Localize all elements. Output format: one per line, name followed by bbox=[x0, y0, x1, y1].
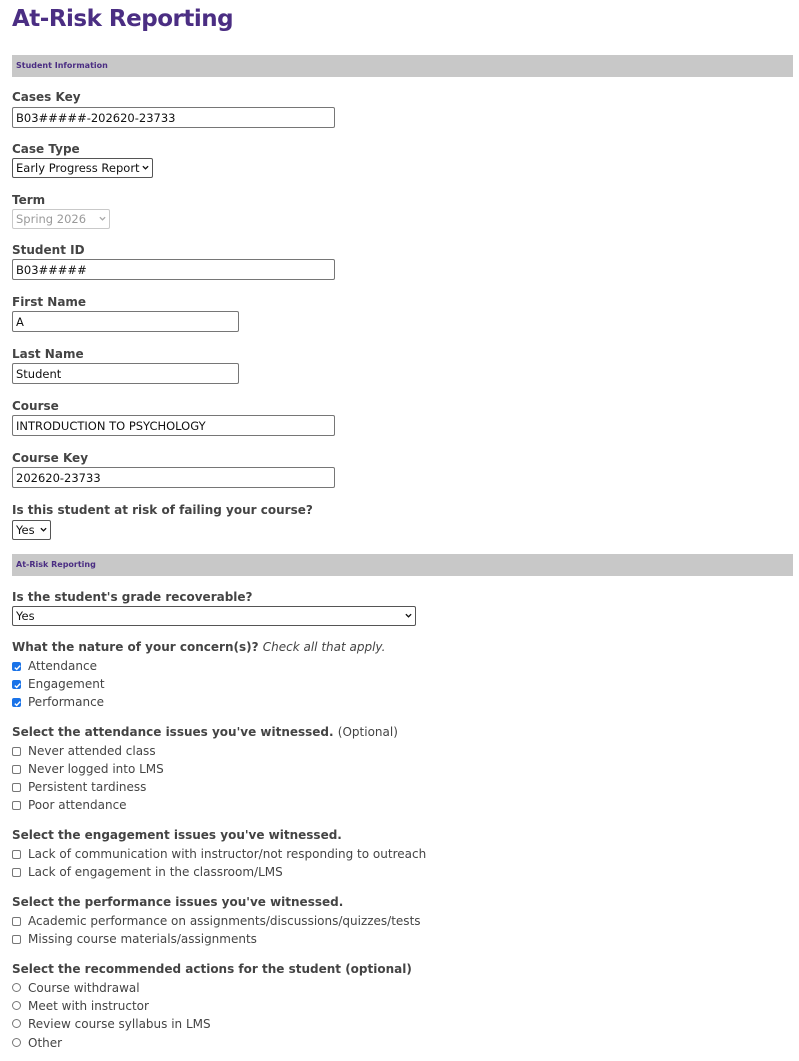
radio-label: Review course syllabus in LMS bbox=[28, 1017, 211, 1031]
chevron-down-icon bbox=[142, 164, 149, 171]
checkbox-label: Never attended class bbox=[28, 744, 156, 758]
at-risk-select[interactable] bbox=[12, 520, 51, 540]
student-id-label: Student ID bbox=[12, 243, 85, 257]
checkbox-checked-icon bbox=[12, 698, 21, 707]
concerns-label bbox=[12, 640, 385, 654]
radio-label: Course withdrawal bbox=[28, 981, 140, 995]
cases-key-label: Cases Key bbox=[12, 90, 81, 104]
cases-key-input[interactable] bbox=[12, 107, 335, 128]
checkbox-label: Persistent tardiness bbox=[28, 780, 147, 794]
checkbox-label: Poor attendance bbox=[28, 798, 127, 812]
attendance-issues-question: Select the attendance issues you've witnessed. bbox=[12, 725, 334, 739]
checkbox-icon bbox=[12, 801, 21, 810]
chevron-down-icon bbox=[40, 526, 47, 533]
course-input[interactable] bbox=[12, 415, 335, 436]
term-select bbox=[12, 209, 110, 229]
course-label: Course bbox=[12, 399, 59, 413]
last-name-label: Last Name bbox=[12, 347, 84, 361]
checkbox-label: Missing course materials/assignments bbox=[28, 932, 257, 946]
last-name-input[interactable] bbox=[12, 363, 239, 384]
checkbox-label: Attendance bbox=[28, 659, 97, 673]
checkbox-icon bbox=[12, 765, 21, 774]
section-header-student-information: Student Information bbox=[12, 55, 793, 77]
checkbox-icon bbox=[12, 783, 21, 792]
engagement-issues-label: Select the engagement issues you've witnessed. bbox=[12, 828, 342, 842]
radio-icon bbox=[12, 983, 21, 992]
radio-icon bbox=[12, 1001, 21, 1010]
attendance-issues-hint: (Optional) bbox=[337, 725, 398, 739]
checkbox-icon bbox=[12, 868, 21, 877]
radio-label: Other bbox=[28, 1036, 63, 1050]
case-type-label: Case Type bbox=[12, 142, 80, 156]
checkbox-label: Academic performance on assignments/discussions/quizzes/tests bbox=[28, 914, 421, 928]
student-id-input[interactable] bbox=[12, 259, 335, 280]
checkbox-label: Performance bbox=[28, 695, 105, 709]
chevron-down-icon bbox=[99, 215, 106, 222]
chevron-down-icon bbox=[405, 612, 412, 619]
recoverable-select[interactable] bbox=[12, 606, 416, 626]
radio-icon bbox=[12, 1038, 21, 1047]
checkbox-checked-icon bbox=[12, 662, 21, 671]
at-risk-question-label: Is this student at risk of failing your course? bbox=[12, 503, 313, 517]
case-type-value: Early Progress Report bbox=[16, 161, 140, 175]
recoverable-label: Is the student's grade recoverable? bbox=[12, 590, 253, 604]
performance-issues-label: Select the performance issues you've witnessed. bbox=[12, 895, 344, 909]
case-type-select[interactable] bbox=[12, 158, 153, 178]
checkbox-label: Never logged into LMS bbox=[28, 762, 164, 776]
course-key-label: Course Key bbox=[12, 451, 89, 465]
term-value: Spring 2026 bbox=[16, 212, 87, 226]
first-name-input[interactable] bbox=[12, 311, 239, 332]
checkbox-icon bbox=[12, 850, 21, 859]
concerns-hint: Check all that apply. bbox=[262, 640, 386, 654]
course-key-input[interactable] bbox=[12, 467, 335, 488]
term-label: Term bbox=[12, 193, 46, 207]
recommended-actions-label: Select the recommended actions for the student (optional) bbox=[12, 962, 412, 976]
at-risk-value: Yes bbox=[16, 523, 35, 537]
checkbox-label: Lack of engagement in the classroom/LMS bbox=[28, 865, 283, 879]
radio-label: Meet with instructor bbox=[28, 999, 149, 1013]
attendance-issues-label bbox=[12, 725, 398, 739]
concerns-question: What the nature of your concern(s)? bbox=[12, 640, 259, 654]
checkbox-icon bbox=[12, 935, 21, 944]
checkbox-icon bbox=[12, 917, 21, 926]
checkbox-checked-icon bbox=[12, 680, 21, 689]
section-header-at-risk-reporting: At-Risk Reporting bbox=[12, 554, 793, 576]
first-name-label: First Name bbox=[12, 295, 87, 309]
checkbox-icon bbox=[12, 747, 21, 756]
radio-icon bbox=[12, 1019, 21, 1028]
checkbox-label: Engagement bbox=[28, 677, 105, 691]
recoverable-value: Yes bbox=[16, 609, 35, 623]
page-title: At-Risk Reporting bbox=[12, 6, 234, 32]
checkbox-label: Lack of communication with instructor/not responding to outreach bbox=[28, 847, 427, 861]
